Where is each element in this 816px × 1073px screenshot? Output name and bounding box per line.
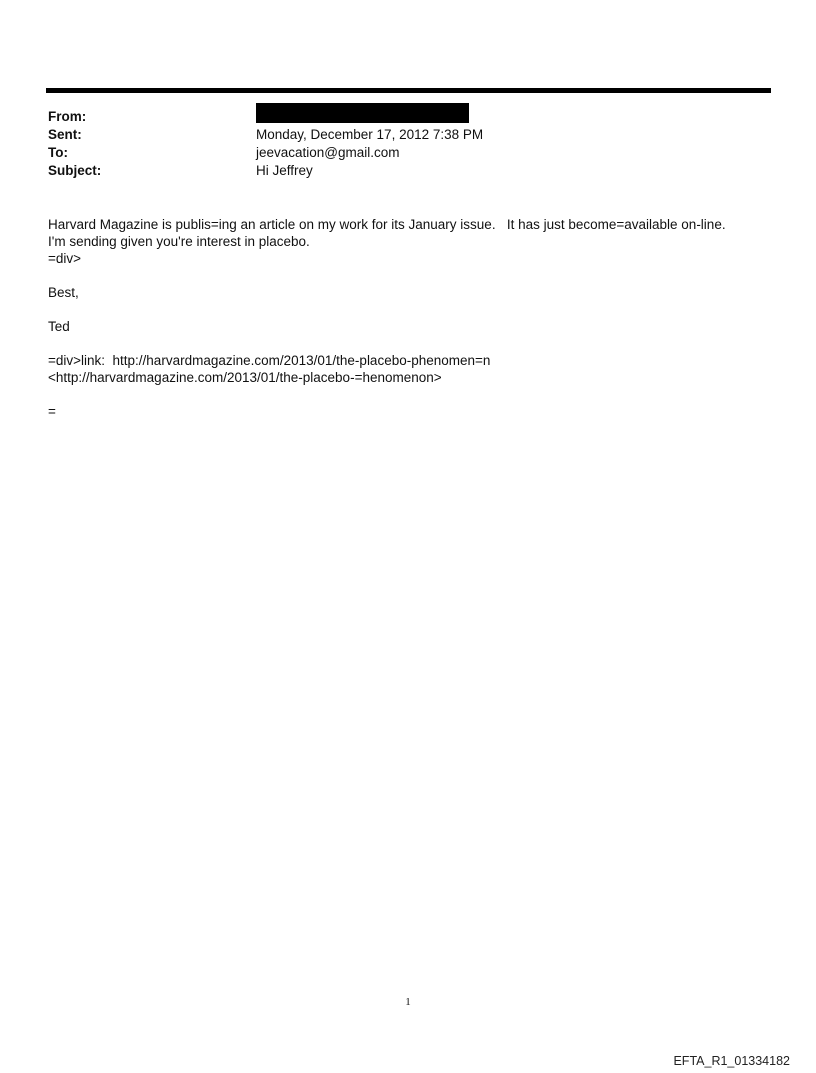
bates-id: EFTA_R1_01334182	[673, 1054, 790, 1068]
from-value	[256, 108, 748, 126]
to-label: To:	[48, 145, 68, 160]
email-header	[48, 108, 748, 180]
body-line: =div>	[48, 251, 82, 266]
from-row	[48, 108, 748, 126]
subject-row	[48, 162, 748, 180]
redaction-block	[256, 103, 469, 123]
body-line: =	[48, 404, 56, 419]
signature: Ted	[48, 319, 70, 334]
email-body	[48, 216, 768, 420]
page-number: 1	[405, 996, 411, 1008]
header-rule	[46, 88, 771, 93]
to-row	[48, 144, 748, 162]
body-line: Harvard Magazine is publis=ing an article on my work for its January issue. It has just become=available on-line.	[48, 217, 726, 232]
to-value: jeevacation@gmail.com	[256, 145, 400, 160]
from-label: From:	[48, 109, 87, 124]
sent-label: Sent:	[48, 127, 82, 142]
sent-row	[48, 126, 748, 144]
subject-label: Subject:	[48, 163, 102, 178]
sign-off: Best,	[48, 285, 79, 300]
link-line: =div>link: http://harvardmagazine.com/2013/01/the-placebo-phenomen=n	[48, 353, 491, 368]
body-line: I'm sending given you're interest in placebo.	[48, 234, 310, 249]
subject-value: Hi Jeffrey	[256, 163, 313, 178]
sent-value: Monday, December 17, 2012 7:38 PM	[256, 127, 484, 142]
link-url: <http://harvardmagazine.com/2013/01/the-placebo-=henomenon>	[48, 370, 442, 385]
